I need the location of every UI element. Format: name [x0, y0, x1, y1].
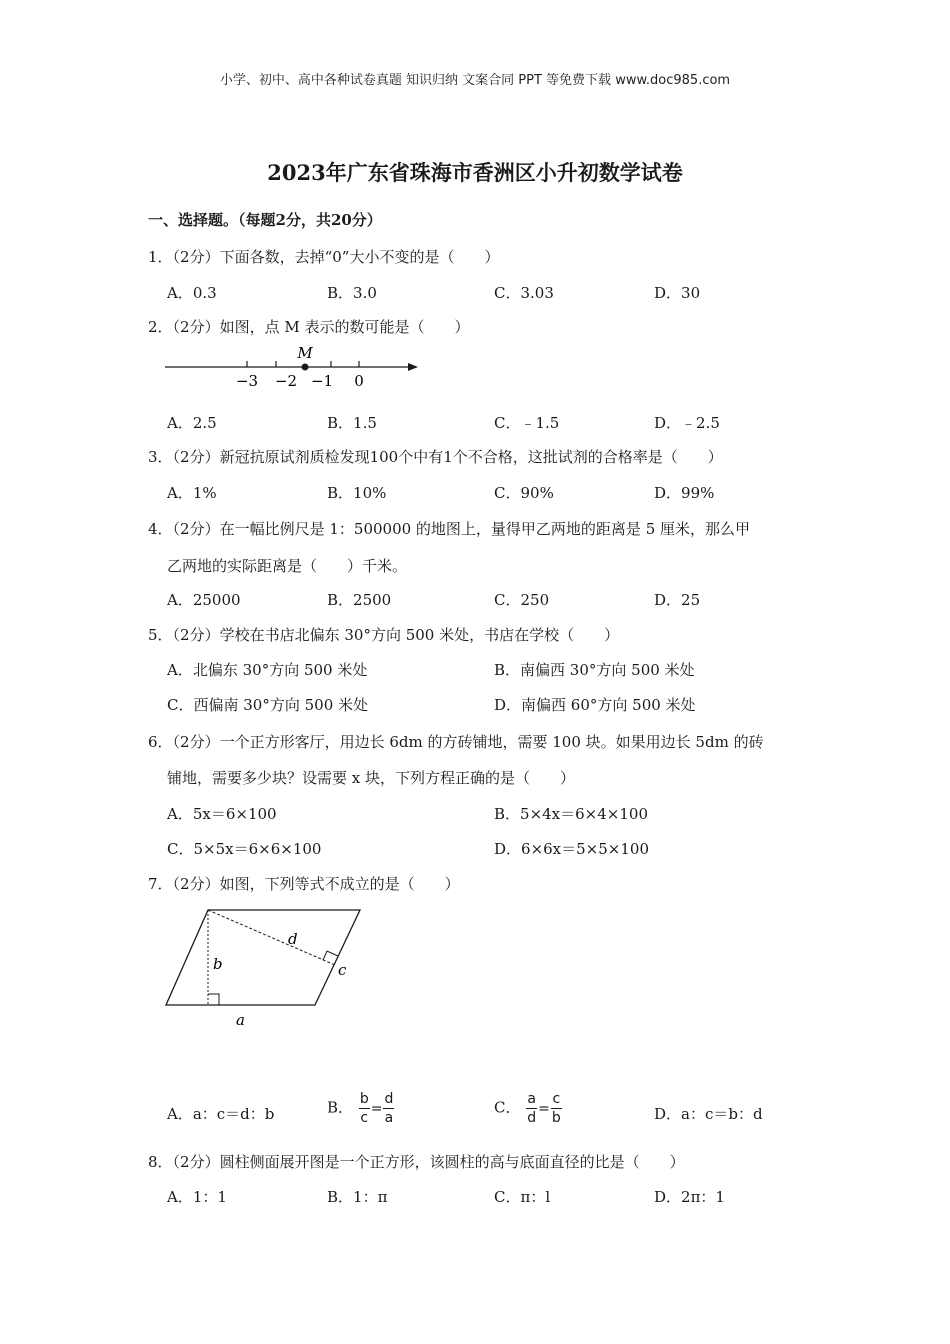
q3-option-b: B．10%: [327, 484, 387, 502]
q7-option-b: [327, 1092, 395, 1125]
question-7-stem: 7．（2分）如图，下列等式不成立的是（ ）: [148, 875, 460, 893]
numerator: b: [359, 1091, 369, 1107]
question-1-stem: 1．（2分）下面各数，去掉“0”大小不变的是（ ）: [148, 248, 500, 266]
equals-sign: =: [538, 1100, 550, 1117]
fraction: [526, 1092, 537, 1125]
q5-option-d: D．南偏西 60°方向 500 米处: [494, 696, 696, 714]
q1-option-c: C．3.03: [494, 284, 554, 302]
q5-option-a: A．北偏东 30°方向 500 米处: [167, 661, 368, 679]
q6-option-c: C．5×5x＝6×6×100: [167, 840, 322, 858]
label-b: b: [213, 955, 223, 973]
q7-option-a: A．a：c＝d：b: [167, 1105, 275, 1123]
label-c: c: [338, 961, 347, 979]
q8-option-c: C．π：l: [494, 1188, 551, 1206]
number-line-arrow: [408, 363, 418, 371]
numerator: d: [384, 1091, 394, 1107]
section-heading: 一、选择题。（每题2分，共20分）: [148, 211, 382, 229]
q3-option-a: A．1%: [167, 484, 217, 502]
question-2-stem: 2．（2分）如图，点 M 表示的数可能是（ ）: [148, 318, 470, 336]
question-4-stem: 4．（2分）在一幅比例尺是 1：500000 的地图上，量得甲乙两地的距离是 5 厘米，那么甲: [148, 520, 751, 538]
q7-option-c: [494, 1092, 563, 1125]
q6-option-d: D．6×6x＝5×5×100: [494, 840, 649, 858]
q2-option-c: C．﹣1.5: [494, 414, 560, 432]
q1-option-d: D．30: [654, 284, 701, 302]
question-3-stem: 3．（2分）新冠抗原试剂质检发现100个中有1个不合格，这批试剂的合格率是（ ）: [148, 448, 723, 466]
q6-option-a: A．5x＝6×100: [167, 805, 277, 823]
numerator: c: [552, 1091, 561, 1107]
q6-option-b: B．5×4x＝6×4×100: [494, 805, 648, 823]
tick-label-minus-2: −2: [274, 372, 298, 390]
height-d-right-angle: [323, 951, 338, 960]
denominator: d: [527, 1110, 537, 1126]
label-d: d: [288, 930, 298, 948]
point-m-label: M: [297, 344, 313, 362]
question-6-stem-cont: 铺地，需要多少块？设需要 x 块，下列方程正确的是（ ）: [167, 769, 575, 787]
q2-option-d: D．﹣2.5: [654, 414, 720, 432]
question-6-stem: 6．（2分）一个正方形客厅，用边长 6dm 的方砖铺地，需要 100 块。如果用边长 5dm 的砖: [148, 733, 764, 751]
denominator: a: [384, 1110, 394, 1126]
q4-option-b: B．2500: [327, 591, 392, 609]
q4-option-a: A．25000: [167, 591, 241, 609]
number-line-figure: [160, 344, 430, 394]
q2-option-b: B．1.5: [327, 414, 377, 432]
fraction: [383, 1092, 394, 1125]
page-title: 2023年广东省珠海市香洲区小升初数学试卷: [267, 160, 683, 185]
q1-option-a: A．0.3: [167, 284, 217, 302]
q7-option-b-prefix: B．: [327, 1098, 354, 1117]
q4-option-c: C．250: [494, 591, 550, 609]
denominator: b: [551, 1110, 561, 1126]
q7-option-d: D．a：c＝b：d: [654, 1105, 763, 1123]
q3-option-c: C．90%: [494, 484, 554, 502]
q2-option-a: A．2.5: [167, 414, 217, 432]
height-right-angle: [208, 994, 219, 1005]
denominator: c: [360, 1110, 369, 1126]
q4-option-d: D．25: [654, 591, 701, 609]
fraction: [359, 1092, 370, 1125]
q5-option-c: C．西偏南 30°方向 500 米处: [167, 696, 368, 714]
q5-option-b: B．南偏西 30°方向 500 米处: [494, 661, 695, 679]
question-8-stem: 8．（2分）圆柱侧面展开图是一个正方形，该圆柱的高与底面直径的比是（ ）: [148, 1153, 685, 1171]
tick-label-minus-1: −1: [310, 372, 334, 390]
q8-option-b: B．1：π: [327, 1188, 388, 1206]
height-d-line: [208, 910, 335, 965]
parallelogram-shape: [166, 910, 360, 1005]
q1-option-b: B．3.0: [327, 284, 377, 302]
tick-label-minus-3: −3: [235, 372, 259, 390]
q3-option-d: D．99%: [654, 484, 715, 502]
page-header: 小学、初中、高中各种试卷真题 知识归纳 文案合同 PPT 等免费下载 www.doc985.com: [219, 73, 731, 88]
equals-sign: =: [370, 1100, 383, 1117]
fraction: [551, 1092, 562, 1125]
label-a: a: [236, 1011, 245, 1029]
parallelogram-figure: [160, 902, 370, 1032]
tick-label-0: 0: [354, 372, 364, 390]
numerator: a: [527, 1091, 536, 1107]
question-4-stem-cont: 乙两地的实际距离是（ ）千米。: [167, 557, 408, 575]
point-m: [302, 364, 309, 371]
q8-option-a: A．1：1: [167, 1188, 227, 1206]
question-5-stem: 5．（2分）学校在书店北偏东 30°方向 500 米处，书店在学校（ ）: [148, 626, 620, 644]
q8-option-d: D．2π：1: [654, 1188, 725, 1206]
q7-option-c-prefix: C．: [494, 1098, 521, 1117]
